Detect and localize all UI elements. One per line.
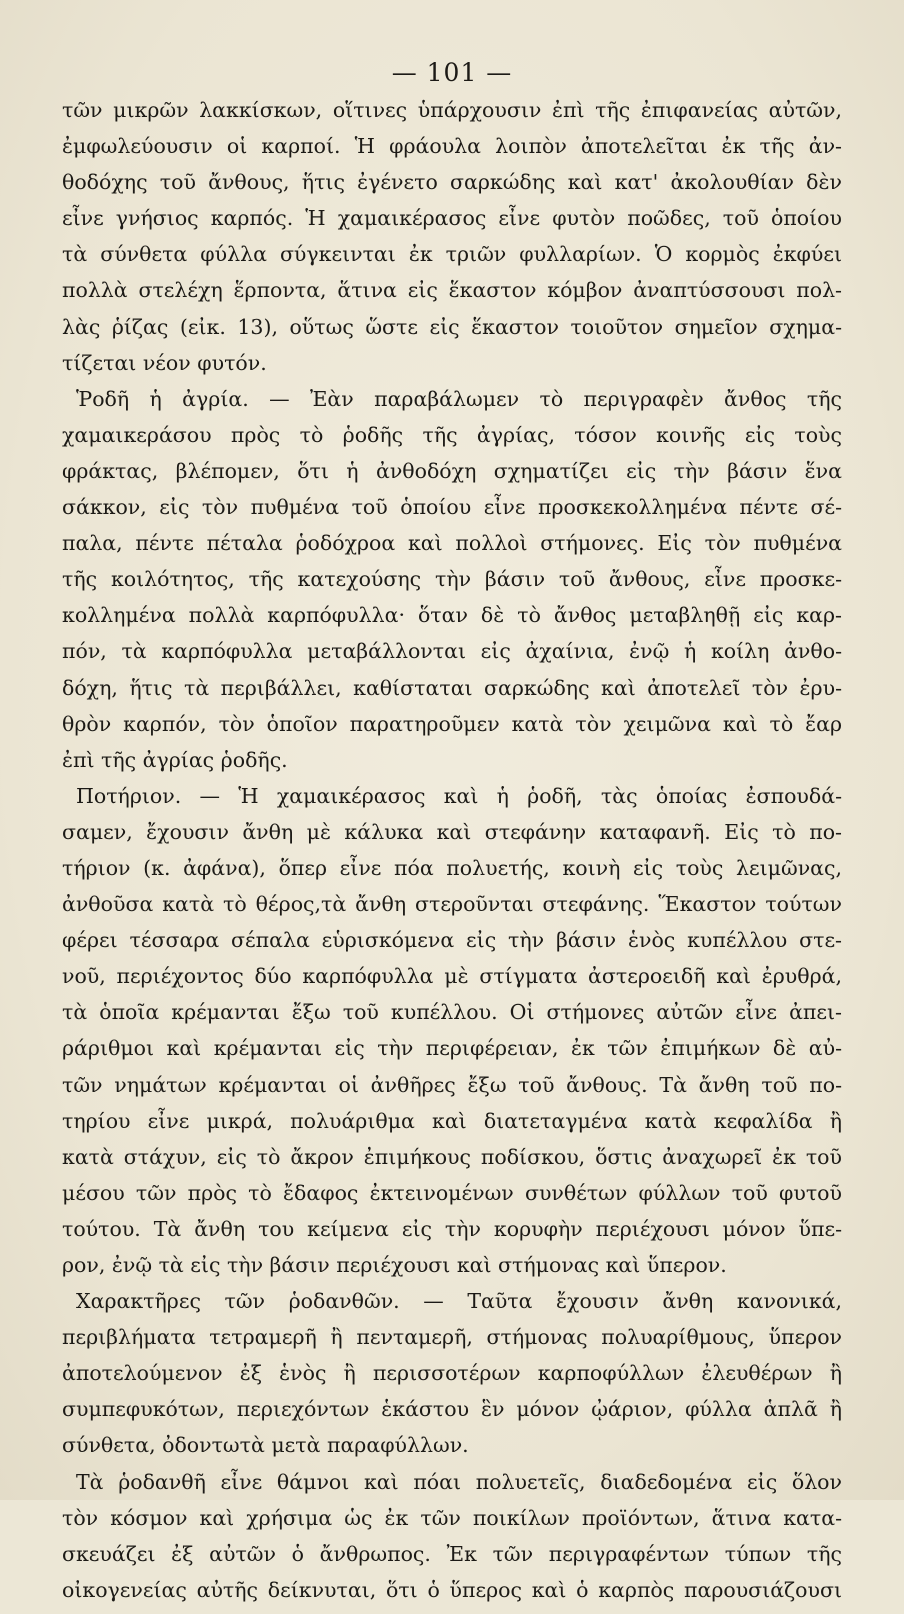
text-line: τίζεται νέον φυτόν. — [62, 350, 267, 375]
text-line: μέσου τῶν πρὸς τὸ ἔδαφος ἐκτεινομένων συνθέτων φύλλων τοῦ φυτοῦ — [62, 1180, 842, 1205]
text-line: θρὸν καρπόν, τὸν ὁποῖον παρατηροῦμεν κατὰ τὸν χειμῶνα καὶ τὸ ἔαρ — [62, 711, 842, 736]
text-line: σύνθετα, ὀδοντωτὰ μετὰ παραφύλλων. — [62, 1433, 469, 1458]
text-line: τῶν μικρῶν λακκίσκων, οἵτινες ὑπάρχουσιν ἐπὶ τῆς ἐπιφανείας αὐτῶν, — [62, 98, 842, 122]
text-line: δόχη, ἥτις τὰ περιβάλλει, καθίσταται σαρκώδης καὶ ἀποτελεῖ τὸν ἐρυ- — [62, 675, 842, 700]
text-line: σκευάζει ἐξ αὐτῶν ὁ ἄνθρωπος. Ἐκ τῶν περιγραφέντων τύπων τῆς — [62, 1541, 842, 1566]
text-line: ράριθμοι καὶ κρέμανται εἰς τὴν περιφέρειαν, ἐκ τῶν ἐπιμήκων δὲ αὐ- — [62, 1036, 842, 1061]
text-line: τὸν κόσμον καὶ χρήσιμα ὡς ἐκ τῶν ποικίλων προϊόντων, ἅτινα κατα- — [62, 1505, 842, 1530]
text-line: σαμεν, ἔχουσιν ἄνθη μὲ κάλυκα καὶ στεφάνην καταφανῆ. Εἰς τὸ πο- — [62, 819, 842, 844]
text-line: φράκτας, βλέπομεν, ὅτι ἡ ἀνθοδόχη σχηματίζει εἰς τὴν βάσιν ἕνα — [62, 458, 842, 483]
text-line: κατὰ στάχυν, εἰς τὸ ἄκρον ἐπιμήκους ποδίσκου, ὅστις ἀναχωρεῖ ἐκ τοῦ — [62, 1144, 842, 1169]
text-line: παλα, πέντε πέταλα ῥοδόχροα καὶ πολλοὶ στήμονες. Εἰς τὸν πυθμένα — [62, 531, 842, 556]
text-line: οἰκογενείας αὐτῆς δείκνυται, ὅτι ὁ ὕπερος καὶ ὁ καρπὸς παρουσιάζουσι — [62, 1577, 842, 1602]
text-line: λὰς ῥίζας (εἰκ. 13), οὕτως ὥστε εἰς ἕκαστον τοιοῦτον σημεῖον σχημα- — [62, 314, 842, 339]
text-line: περιβλήματα τετραμερῆ ἢ πενταμερῆ, στήμονας πολυαρίθμους, ὕπερον — [62, 1325, 842, 1350]
page-number: — 101 — — [391, 58, 513, 87]
text-line: Χαρακτῆρες τῶν ῥοδανθῶν. — Ταῦτα ἔχουσιν ἄνθη κανονικά, — [76, 1289, 842, 1314]
text-line: κολλημένα πολλὰ καρπόφυλλα· ὅταν δὲ τὸ ἄνθος μεταβληθῇ εἰς καρ- — [62, 603, 842, 628]
text-line: ἀνθοῦσα κατὰ τὸ θέρος,τὰ ἄνθη στεροῦνται στεφάνης. Ἕκαστον τούτων — [62, 892, 842, 917]
text-line: Ῥοδῆ ἡ ἀγρία. — Ἐὰν παραβάλωμεν τὸ περιγραφὲν ἄνθος τῆς — [76, 386, 842, 411]
text-line: νοῦ, περιέχοντος δύο καρπόφυλλα μὲ στίγματα ἀστεροειδῆ καὶ ἐρυθρά, — [62, 964, 842, 989]
text-line: ἐμφωλεύουσιν οἱ καρποί. Ἡ φράουλα λοιπὸν ἀποτελεῖται ἐκ τῆς ἀν- — [62, 134, 842, 159]
text-line: πόν, τὰ καρπόφυλλα μεταβάλλονται εἰς ἀχαίνια, ἐνῷ ἡ κοίλη ἀνθο- — [62, 639, 842, 664]
text-line: φέρει τέσσαρα σέπαλα εὑρισκόμενα εἰς τὴν βάσιν ἑνὸς κυπέλλου στε- — [62, 928, 842, 953]
text-line: θοδόχης τοῦ ἄνθους, ἥτις ἐγένετο σαρκώδης καὶ κατ' ἀκολουθίαν δὲν — [62, 170, 842, 195]
body-text — [62, 98, 842, 1614]
text-line: ἀποτελούμενον ἐξ ἑνὸς ἢ περισσοτέρων καρποφύλλων ἐλευθέρων ἢ — [62, 1361, 842, 1386]
text-line: τὰ ὁποῖα κρέμανται ἔξω τοῦ κυπέλλου. Οἱ στήμονες αὐτῶν εἶνε ἀπει- — [62, 1000, 842, 1025]
text-line: ἐπὶ τῆς ἀγρίας ῥοδῆς. — [62, 747, 288, 772]
text-line: Ποτήριον. — Ἡ χαμαικέρασος καὶ ἡ ῥοδῆ, τὰς ὁποίας ἐσπουδά- — [76, 783, 842, 808]
text-line: τῆς κοιλότητος, τῆς κατεχούσης τὴν βάσιν τοῦ ἄνθους, εἶνε προσκε- — [62, 567, 842, 592]
text-line: ρον, ἐνῷ τὰ εἰς τὴν βάσιν περιέχουσι καὶ στήμονας καὶ ὕπερον. — [62, 1253, 727, 1277]
text-line: τηρίου εἶνε μικρά, πολυάριθμα καὶ διατεταγμένα κατὰ κεφαλίδα ἢ — [62, 1108, 842, 1133]
text-line: εἶνε γνήσιος καρπός. Ἡ χαμαικέρασος εἶνε φυτὸν ποῶδες, τοῦ ὁποίου — [62, 206, 842, 231]
text-line: συμπεφυκότων, περιεχόντων ἑκάστου ἓν μόνον ᾠάριον, φύλλα ἁπλᾶ ἢ — [62, 1397, 842, 1422]
text-line: τὰ σύνθετα φύλλα σύγκεινται ἐκ τριῶν φυλλαρίων. Ὁ κορμὸς ἐκφύει — [62, 242, 842, 267]
text-line: Τὰ ῥοδανθῆ εἶνε θάμνοι καὶ πόαι πολυετεῖς, διαδεδομένα εἰς ὅλον — [76, 1469, 842, 1494]
text-line: τήριον (κ. ἀφάνα), ὅπερ εἶνε πόα πολυετής, κοινὴ εἰς τοὺς λειμῶνας, — [62, 855, 842, 880]
text-line: χαμαικεράσου πρὸς τὸ ῥοδῆς τῆς ἀγρίας, τόσον κοινῆς εἰς τοὺς — [62, 422, 842, 447]
text-line: πολλὰ στελέχη ἕρποντα, ἅτινα εἰς ἕκαστον κόμβον ἀναπτύσσουσι πολ- — [62, 278, 842, 303]
text-line: τῶν νημάτων κρέμανται οἱ ἀνθῆρες ἔξω τοῦ ἄνθους. Τὰ ἄνθη τοῦ πο- — [62, 1072, 842, 1097]
text-line: τούτου. Τὰ ἄνθη του κείμενα εἰς τὴν κορυφὴν περιέχουσι μόνον ὕπε- — [62, 1216, 842, 1241]
text-line: σάκκον, εἰς τὸν πυθμένα τοῦ ὁποίου εἶνε προσκεκολλημένα πέντε σέ- — [62, 495, 842, 520]
